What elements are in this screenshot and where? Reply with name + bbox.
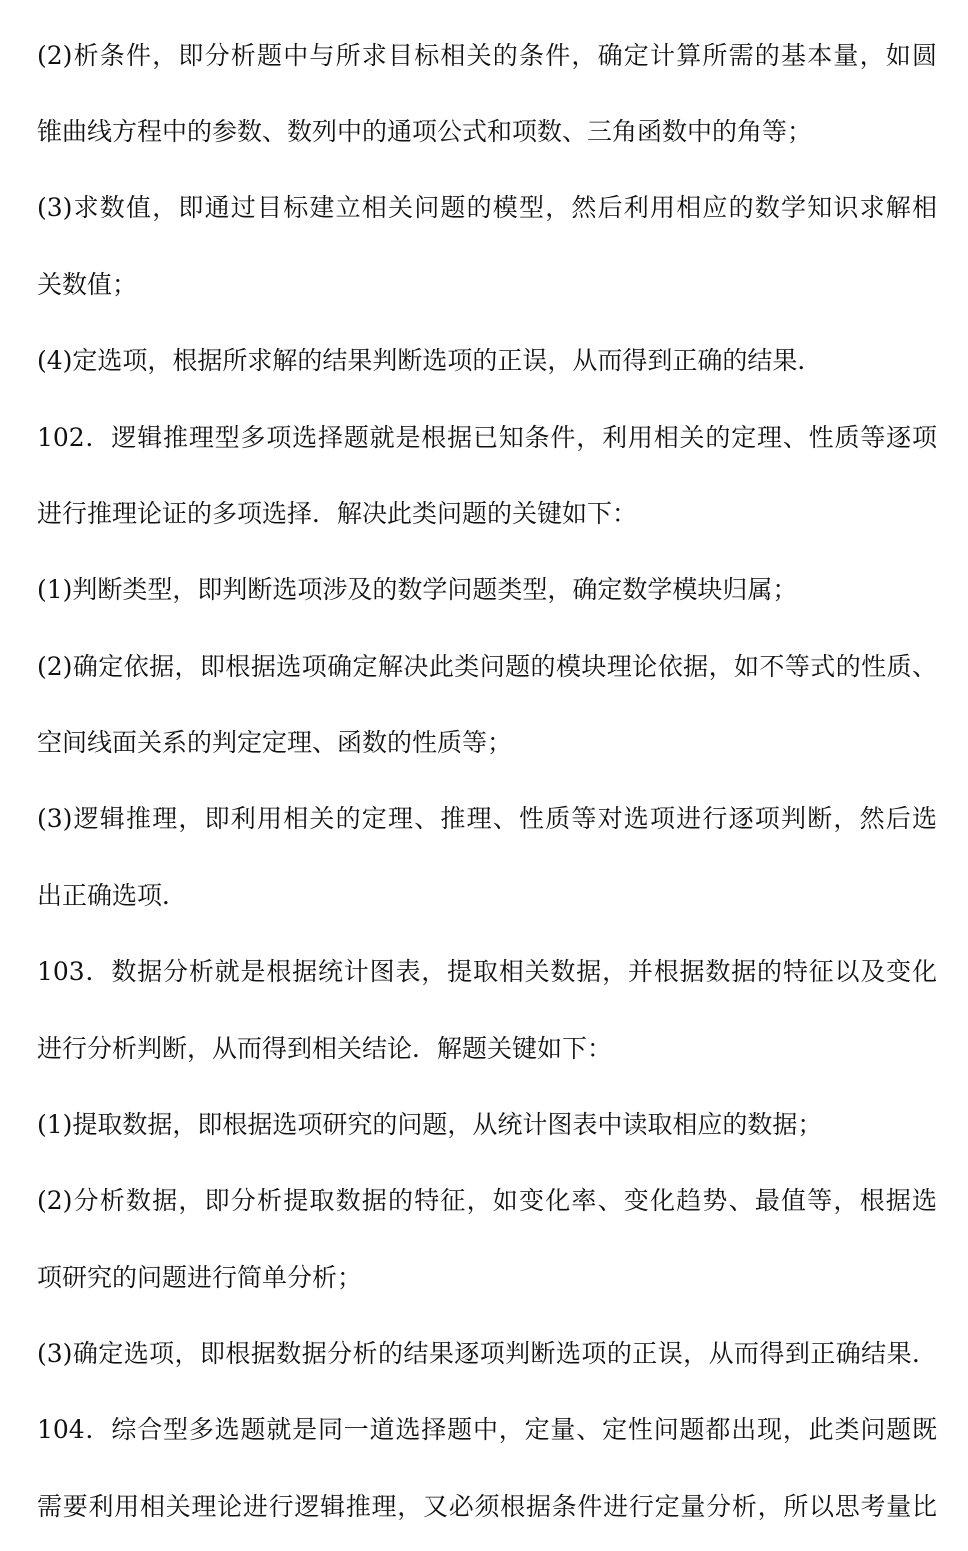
text-line-20: 需要利用相关理论进行逻辑推理，又必须根据条件进行定量分析，所以思考量比 [37,1492,937,1521]
text-line-16: (2)分析数据，即分析提取数据的特征，如变化率、变化趋势、最值等，根据选 [37,1186,937,1215]
text-line-7: 进行推理论证的多项选择．解决此类问题的关键如下： [37,499,638,528]
text-line-12: 出正确选项． [37,881,188,910]
text-line-4: 关数值； [37,270,138,299]
text-line-15: (1)提取数据，即根据选项研究的问题，从统计图表中读取相应的数据； [37,1110,823,1139]
text-line-13: 103．数据分析就是根据统计图表，提取相关数据，并根据数据的特征以及变化 [37,957,937,986]
text-line-1: (2)析条件，即分析题中与所求目标相关的条件，确定计算所需的基本量，如圆 [37,41,937,70]
text-line-11: (3)逻辑推理，即利用相关的定理、推理、性质等对选项进行逐项判断，然后选 [37,804,937,833]
text-line-9: (2)确定依据，即根据选项确定解决此类问题的模块理论依据，如不等式的性质、 [37,652,937,681]
text-line-18: (3)确定选项，即根据数据分析的结果逐项判断选项的正误，从而得到正确结果． [37,1339,937,1368]
text-line-14: 进行分析判断，从而得到相关结论．解题关键如下： [37,1034,613,1063]
text-line-19: 104．综合型多选题就是同一道选择题中，定量、定性问题都出现，此类问题既 [37,1415,937,1444]
text-line-10: 空间线面关系的判定定理、函数的性质等； [37,728,513,757]
text-line-2: 锥曲线方程中的参数、数列中的通项公式和项数、三角函数中的角等； [37,117,813,146]
text-line-3: (3)求数值，即通过目标建立相关问题的模型，然后利用相应的数学知识求解相 [37,193,937,222]
text-line-5: (4)定选项，根据所求解的结果判断选项的正误，从而得到正确的结果． [37,346,823,375]
text-line-8: (1)判断类型，即判断选项涉及的数学问题类型，确定数学模块归属； [37,575,798,604]
text-line-6: 102．逻辑推理型多项选择题就是根据已知条件，利用相关的定理、性质等逐项 [37,423,937,452]
text-line-17: 项研究的问题进行简单分析； [37,1263,363,1292]
